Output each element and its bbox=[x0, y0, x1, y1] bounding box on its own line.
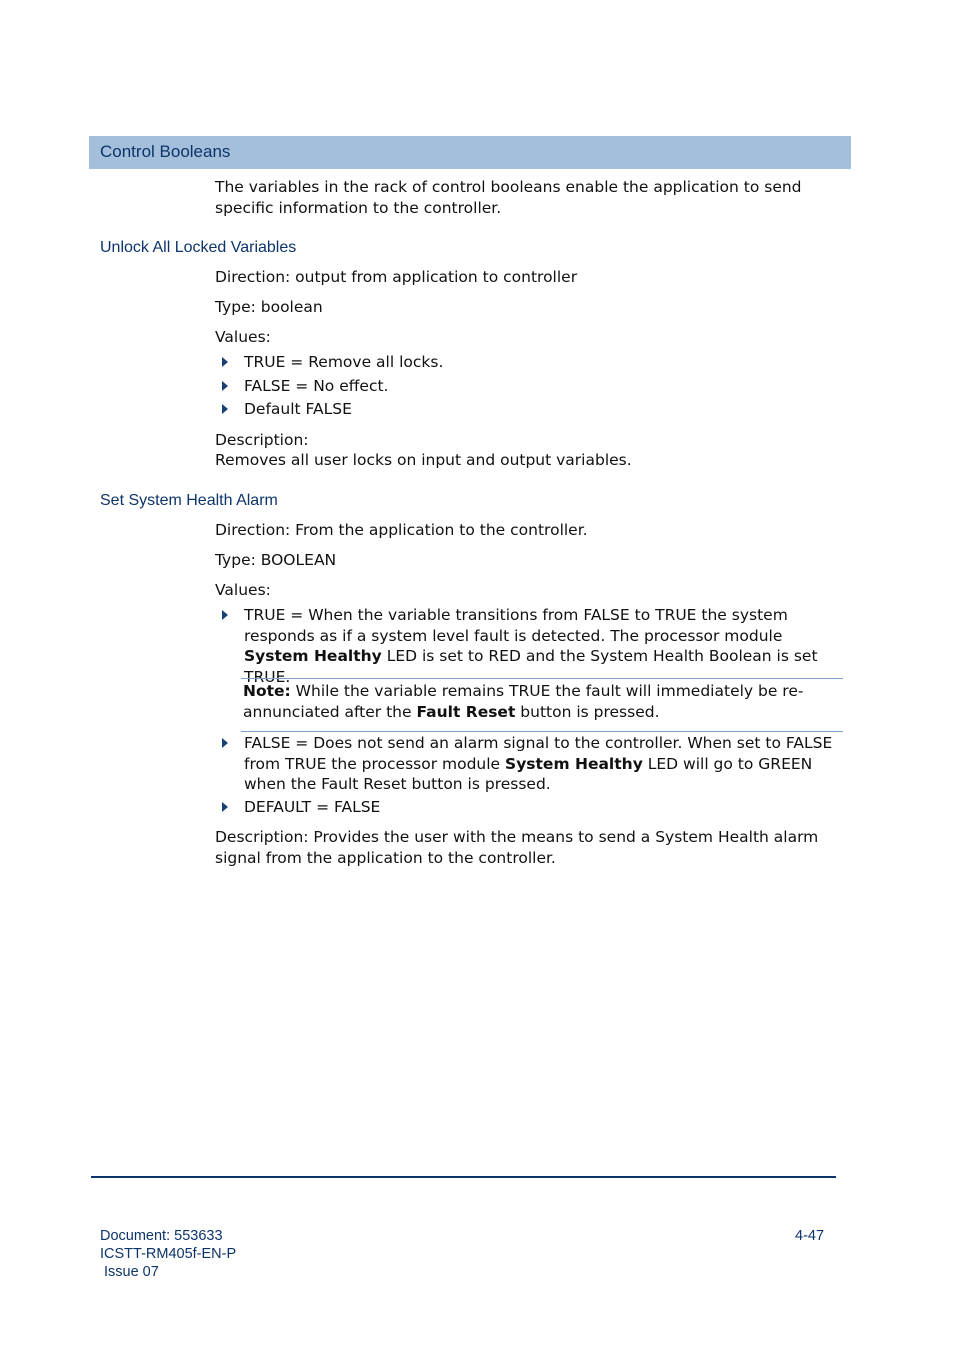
note-text: Note: While the variable remains TRUE the fault will immediately be re-annunciated after the Fault Reset button is pressed. bbox=[243, 682, 804, 721]
unlock-values-label: Values: bbox=[215, 328, 271, 346]
footer-reference: ICSTT-RM405f-EN-P bbox=[100, 1246, 237, 1262]
bullet-arrow-icon bbox=[222, 738, 228, 748]
note-box bbox=[241, 678, 843, 732]
page-number: 4-47 bbox=[795, 1228, 825, 1244]
note-label: Note: bbox=[243, 682, 291, 700]
unlock-direction: Direction: output from application to controller bbox=[215, 268, 578, 286]
section-header bbox=[89, 136, 851, 169]
unlock-description-label: Description: bbox=[215, 431, 309, 449]
health-type: Type: BOOLEAN bbox=[215, 551, 337, 569]
bullet-arrow-icon bbox=[222, 404, 228, 414]
health-heading: Set System Health Alarm bbox=[100, 492, 278, 509]
unlock-value-false: FALSE = No effect. bbox=[244, 377, 389, 395]
bullet-arrow-icon bbox=[222, 802, 228, 812]
unlock-value-default: Default FALSE bbox=[244, 400, 352, 418]
health-values-label: Values: bbox=[215, 581, 271, 599]
footer-divider bbox=[91, 1176, 836, 1178]
health-value-default: DEFAULT = FALSE bbox=[244, 798, 381, 816]
footer-document: Document: 553633 bbox=[100, 1228, 223, 1244]
bullet-arrow-icon bbox=[222, 381, 228, 391]
section-title: Control Booleans bbox=[100, 142, 231, 161]
health-description: Description: Provides the user with the means to send a System Health alarm signal from the application to the controller. bbox=[215, 828, 819, 867]
bullet-arrow-icon bbox=[222, 610, 228, 620]
footer-issue: Issue 07 bbox=[104, 1264, 159, 1280]
unlock-type: Type: boolean bbox=[215, 298, 323, 316]
unlock-value-true: TRUE = Remove all locks. bbox=[244, 353, 444, 371]
health-direction: Direction: From the application to the controller. bbox=[215, 521, 588, 539]
unlock-heading: Unlock All Locked Variables bbox=[100, 239, 297, 256]
health-value-false: FALSE = Does not send an alarm signal to the controller. When set to FALSE from TRUE the processor module System Healthy LED will go to GREEN when the Fault Reset button is pressed. bbox=[244, 734, 833, 793]
bullet-arrow-icon bbox=[222, 357, 228, 367]
health-value-true: TRUE = When the variable transitions from FALSE to TRUE the system responds as if a system level fault is detected. The processor module System Healthy LED is set to RED and the System Health Boolean is set TRUE. bbox=[244, 606, 818, 686]
intro-paragraph: The variables in the rack of control booleans enable the application to send specific information to the controller. bbox=[215, 178, 802, 217]
unlock-description: Removes all user locks on input and output variables. bbox=[215, 451, 632, 469]
